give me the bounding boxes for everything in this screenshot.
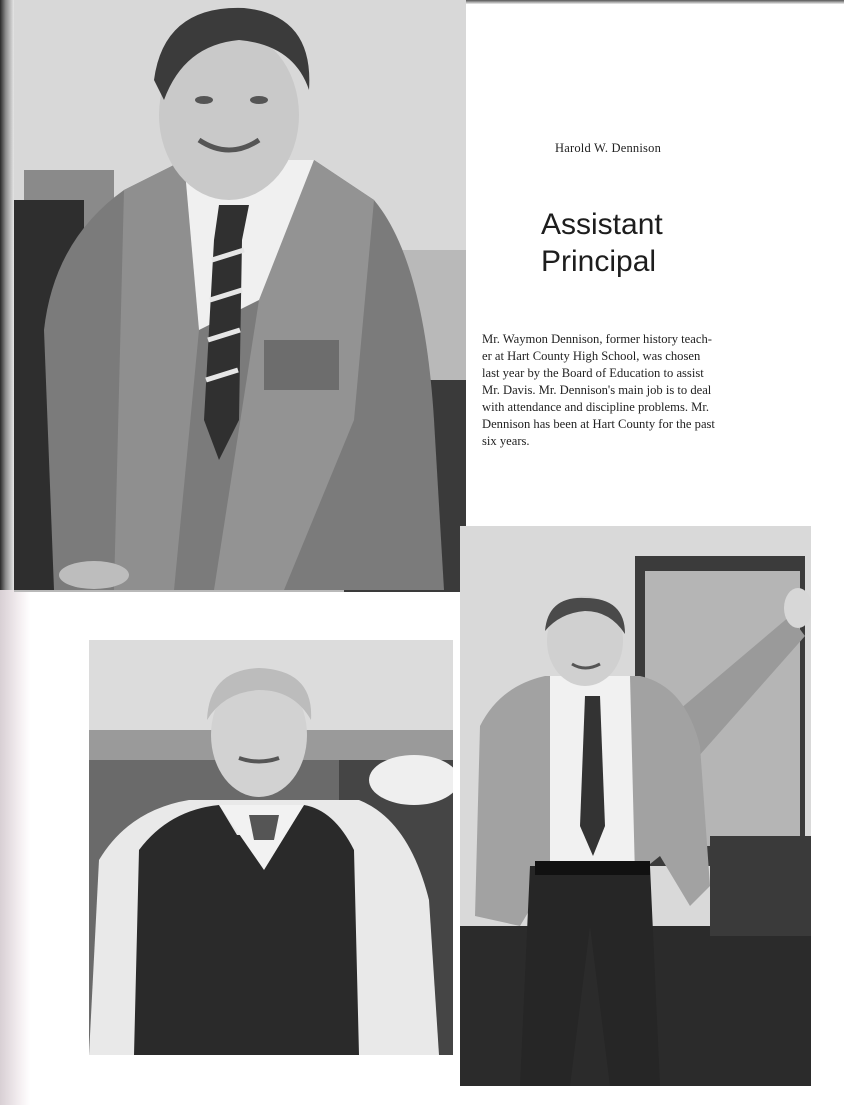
photo-portrait-seated (14, 0, 466, 592)
body-line: with attendance and discipline problems. Mr. (482, 400, 709, 414)
page-title-line-1: Assistant (541, 208, 663, 241)
body-paragraph (482, 331, 764, 450)
body-line: six years. (482, 434, 530, 448)
photo-caption: Harold W. Dennison (555, 141, 662, 155)
body-line: Mr. Waymon Dennison, former history teach- (482, 332, 712, 346)
page-title-line-2: Principal (541, 245, 657, 278)
page-title (541, 206, 663, 280)
body-line: Mr. Davis. Mr. Dennison's main job is to deal (482, 383, 712, 397)
body-line: er at Hart County High School, was chosen (482, 349, 701, 363)
page-tint (0, 590, 30, 1105)
photo-sweater-vest (89, 640, 453, 1055)
photo-pointing-board (460, 526, 811, 1086)
body-line: Dennison has been at Hart County for the past (482, 417, 715, 431)
page-top-edge (440, 0, 844, 4)
body-line: last year by the Board of Education to assist (482, 366, 704, 380)
